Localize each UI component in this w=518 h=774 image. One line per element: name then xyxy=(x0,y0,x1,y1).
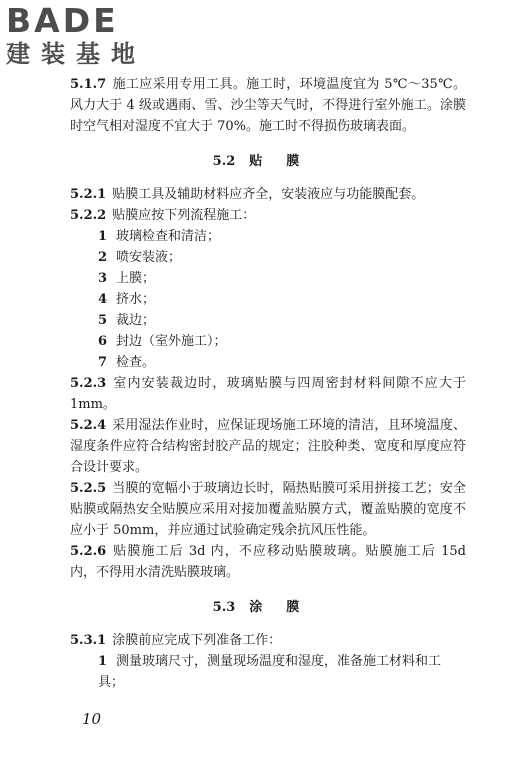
list-item-text: 测量玻璃尺寸，测量现场温度和湿度，准备施工材料和工具； xyxy=(98,654,442,690)
list-item-number: 7 xyxy=(98,355,108,370)
clause-text: 室内安装裁边时，玻璃贴膜与四周密封材料间隙不应大于 1mm。 xyxy=(70,376,466,412)
clause-paragraph xyxy=(70,184,466,205)
list-item xyxy=(70,226,466,247)
list-item-number: 1 xyxy=(98,229,108,244)
list-item xyxy=(70,247,466,268)
list-item xyxy=(70,268,466,289)
clause-paragraph xyxy=(70,415,466,478)
clause-number: 5.1.7 xyxy=(70,77,107,92)
list-item xyxy=(70,310,466,331)
list-item-text: 检查。 xyxy=(116,355,156,370)
logo-text-bottom: 建装基地 xyxy=(6,40,146,68)
logo xyxy=(6,1,146,68)
list-item xyxy=(70,352,466,373)
section-number: 5.2 xyxy=(212,154,236,169)
clause-number: 5.2.5 xyxy=(70,481,107,496)
clause-paragraph xyxy=(70,478,466,541)
list-item-number: 3 xyxy=(98,271,108,286)
clause-number: 5.3.1 xyxy=(70,633,107,648)
section-heading xyxy=(70,151,466,172)
clause-number: 5.2.2 xyxy=(70,208,107,223)
list-item-text: 上膜； xyxy=(116,271,156,286)
clause-paragraph xyxy=(70,373,466,415)
list-item-number: 6 xyxy=(98,334,108,349)
section-number: 5.3 xyxy=(212,600,236,615)
document-body xyxy=(70,74,466,693)
clause-text: 施工应采用专用工具。施工时，环境温度宜为 5℃～35℃。风力大于 4 级或遇雨、雪、沙尘等天气时，不得进行室外施工。涂膜时空气相对湿度不宜大于 70%。施工时不得损伤玻璃表面。 xyxy=(70,77,466,134)
list-item-number: 4 xyxy=(98,292,108,307)
list-item-number: 1 xyxy=(98,654,108,669)
list-item xyxy=(70,651,466,693)
clause-number: 5.2.1 xyxy=(70,187,107,202)
list-item-number: 5 xyxy=(98,313,108,328)
clause-paragraph xyxy=(70,630,466,651)
clause-text: 贴膜施工后 3d 内，不应移动贴膜玻璃。贴膜施工后 15d 内，不得用水清洗贴膜玻璃。 xyxy=(70,544,466,580)
clause-paragraph xyxy=(70,541,466,583)
page-number: 10 xyxy=(82,710,102,728)
list-item-number: 2 xyxy=(98,250,108,265)
logo-text-top: BADE xyxy=(6,1,119,40)
list-item xyxy=(70,289,466,310)
clause-text: 贴膜应按下列流程施工： xyxy=(112,208,256,223)
clause-text: 涂膜前应完成下列准备工作： xyxy=(112,633,282,648)
clause-paragraph xyxy=(70,205,466,226)
list-item-text: 封边（室外施工）； xyxy=(116,334,227,349)
list-item-text: 挤水； xyxy=(116,292,156,307)
section-title: 贴膜 xyxy=(249,154,324,169)
list-item xyxy=(70,331,466,352)
clause-text: 当膜的宽幅小于玻璃边长时，隔热贴膜可采用拼接工艺；安全贴膜或隔热安全贴膜应采用对接加覆盖贴膜方式，覆盖贴膜的宽度不应小于 50mm，并应通过试验确定残余抗风压性能。 xyxy=(70,481,466,538)
clause-number: 5.2.4 xyxy=(70,418,107,433)
clause-number: 5.2.6 xyxy=(70,544,107,559)
list-item-text: 喷安装液； xyxy=(116,250,182,265)
clause-paragraph xyxy=(70,74,466,137)
section-title: 涂膜 xyxy=(249,600,324,615)
list-item-text: 裁边； xyxy=(116,313,156,328)
clause-text: 贴膜工具及辅助材料应齐全，安装液应与功能膜配套。 xyxy=(112,187,425,202)
clause-number: 5.2.3 xyxy=(70,376,107,391)
list-item-text: 玻璃检查和清洁； xyxy=(116,229,221,244)
section-heading xyxy=(70,597,466,618)
clause-text: 采用湿法作业时，应保证现场施工环境的清洁，且环境温度、湿度条件应符合结构密封胶产品的规定；注胶种类、宽度和厚度应符合设计要求。 xyxy=(70,418,466,475)
